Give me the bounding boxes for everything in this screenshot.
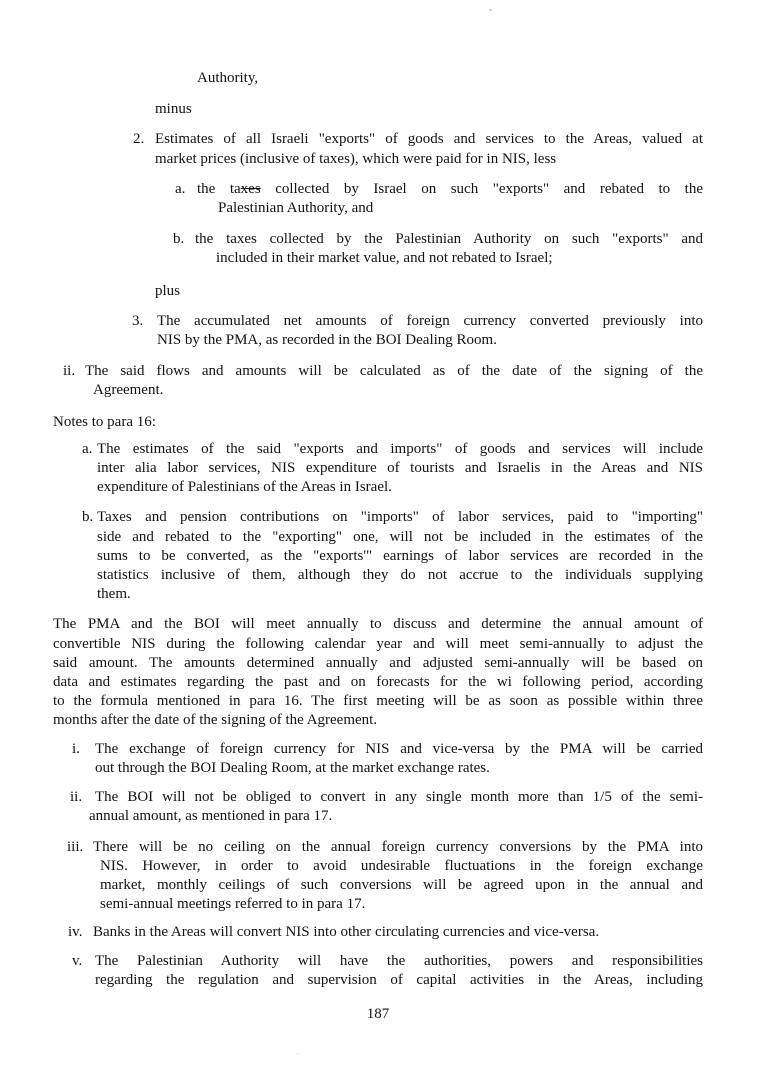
text-line: convertible NIS during the following calendar year and will meet semi-annually to adjust the <box>53 635 703 652</box>
list-marker: ii. <box>70 789 83 806</box>
roman-item-ii-upper <box>63 362 703 400</box>
text-line: expenditure of Palestinians of the Areas in Israel. <box>97 479 392 496</box>
text-line: Agreement. <box>93 382 164 399</box>
text-line: annual amount, as mentioned in para 17. <box>89 808 333 825</box>
list-marker: i. <box>72 740 80 757</box>
lettered-item-2b <box>173 230 703 268</box>
text-line: said amount. The amounts determined annually and adjusted semi-annually will be based on <box>53 654 703 671</box>
note-item-a <box>82 440 703 498</box>
text-line: The estimates of the said "exports and imports" of goods and services will include <box>97 440 703 457</box>
text-line: Taxes and pension contributions on "imports" of labor services, paid to "importing" <box>97 509 703 526</box>
text-line: NIS by the PMA, as recorded in the BOI Dealing Room. <box>157 332 497 349</box>
text-line: market prices (inclusive of taxes), which were paid for in NIS, less <box>155 150 557 167</box>
numbered-item-2 <box>133 130 703 168</box>
text-line: side and rebated to the "exporting" one, will not be included in the estimates of the <box>97 528 703 545</box>
text-line: the taxes collected by the Palestinian Authority on such "exports" and <box>195 231 703 248</box>
list-marker: iii. <box>67 838 84 855</box>
text-line: minus <box>155 101 192 118</box>
text-line: The said flows and amounts will be calculated as of the date of the signing of the <box>85 363 703 380</box>
list-marker: iv. <box>68 924 83 941</box>
text-line: out through the BOI Dealing Room, at the market exchange rates. <box>95 759 490 776</box>
text-line: NIS. However, in order to avoid undesirable fluctuations in the foreign exchange <box>100 857 703 874</box>
text-line: statistics inclusive of them, although they do not accrue to the individuals supplying <box>97 567 703 584</box>
text-line: sums to be converted, as the "exports'" earnings of labor services are recorded in the <box>97 547 703 564</box>
text-line: The Palestinian Authority will have the authorities, powers and responsibilities <box>95 952 703 969</box>
numbered-item-3 <box>132 312 703 350</box>
text-line: months after the date of the signing of the Agreement. <box>53 712 378 729</box>
text-line: inter alia labor services, NIS expenditure of tourists and Israelis in the Areas and NIS <box>97 460 703 477</box>
text-line: market, monthly ceilings of such conversions will be agreed upon in the annual and <box>100 876 703 893</box>
lettered-item-2a <box>175 180 703 218</box>
operator-word-plus <box>155 282 703 301</box>
notes-heading <box>53 413 703 432</box>
text-line: Authority, <box>197 70 259 86</box>
text-segment: collected by Israel on such "exports" and rebated to the <box>260 180 703 197</box>
text-line: The accumulated net amounts of foreign currency converted previously into <box>157 312 703 329</box>
scan-speck <box>489 9 492 11</box>
scan-speck <box>295 1053 300 1054</box>
scan-speck <box>237 76 241 78</box>
list-marker: ii. <box>63 363 76 380</box>
text-line: to the formula mentioned in para 16. The first meeting will be as soon as possible within three <box>53 693 703 710</box>
paragraph-authority-fragment <box>197 69 703 88</box>
text-line: regarding the regulation and supervision of capital activities in the Areas, including <box>95 971 703 988</box>
list-marker: v. <box>72 952 83 969</box>
text-line: Palestinian Authority, and <box>218 200 374 217</box>
text-line: There will be no ceiling on the annual foreign currency conversions by the PMA into <box>93 838 703 855</box>
text-line: plus <box>155 282 181 299</box>
text-line: them. <box>97 586 131 603</box>
struck-text: xes <box>240 180 261 197</box>
text-line: Estimates of all Israeli "exports" of goods and services to the Areas, valued at <box>155 131 703 148</box>
list-marker: b. <box>173 231 185 248</box>
list-marker: a. <box>82 440 93 457</box>
text-segment: the ta <box>197 180 241 197</box>
roman-item-v <box>72 952 703 990</box>
operator-word-minus <box>155 100 703 119</box>
text-line: Notes to para 16: <box>53 413 156 430</box>
list-marker: a. <box>175 180 186 197</box>
text-line: Banks in the Areas will convert NIS into other circulating currencies and vice-versa. <box>93 924 600 941</box>
text-line: data and estimates regarding the past and on forecasts for the wi following period, according <box>53 674 703 691</box>
list-marker: b. <box>82 509 94 526</box>
roman-item-ii <box>70 788 703 826</box>
text-line: The PMA and the BOI will meet annually to discuss and determine the annual amount of <box>53 616 703 633</box>
text-line: The BOI will not be obliged to convert in any single month more than 1/5 of the semi- <box>95 789 703 806</box>
text-line <box>197 180 703 199</box>
note-item-b <box>82 508 703 604</box>
list-marker: 2. <box>133 131 145 148</box>
text-line: semi-annual meetings referred to in para 17. <box>100 896 366 913</box>
body-paragraph <box>53 615 703 730</box>
roman-item-iv <box>68 923 703 942</box>
text-line: included in their market value, and not rebated to Israel; <box>216 250 553 267</box>
roman-item-iii <box>67 838 703 915</box>
list-marker: 3. <box>132 312 144 329</box>
roman-item-i <box>72 740 703 778</box>
page-number: 187 <box>366 1005 390 1022</box>
text-line: The exchange of foreign currency for NIS and vice-versa by the PMA will be carried <box>95 740 703 757</box>
